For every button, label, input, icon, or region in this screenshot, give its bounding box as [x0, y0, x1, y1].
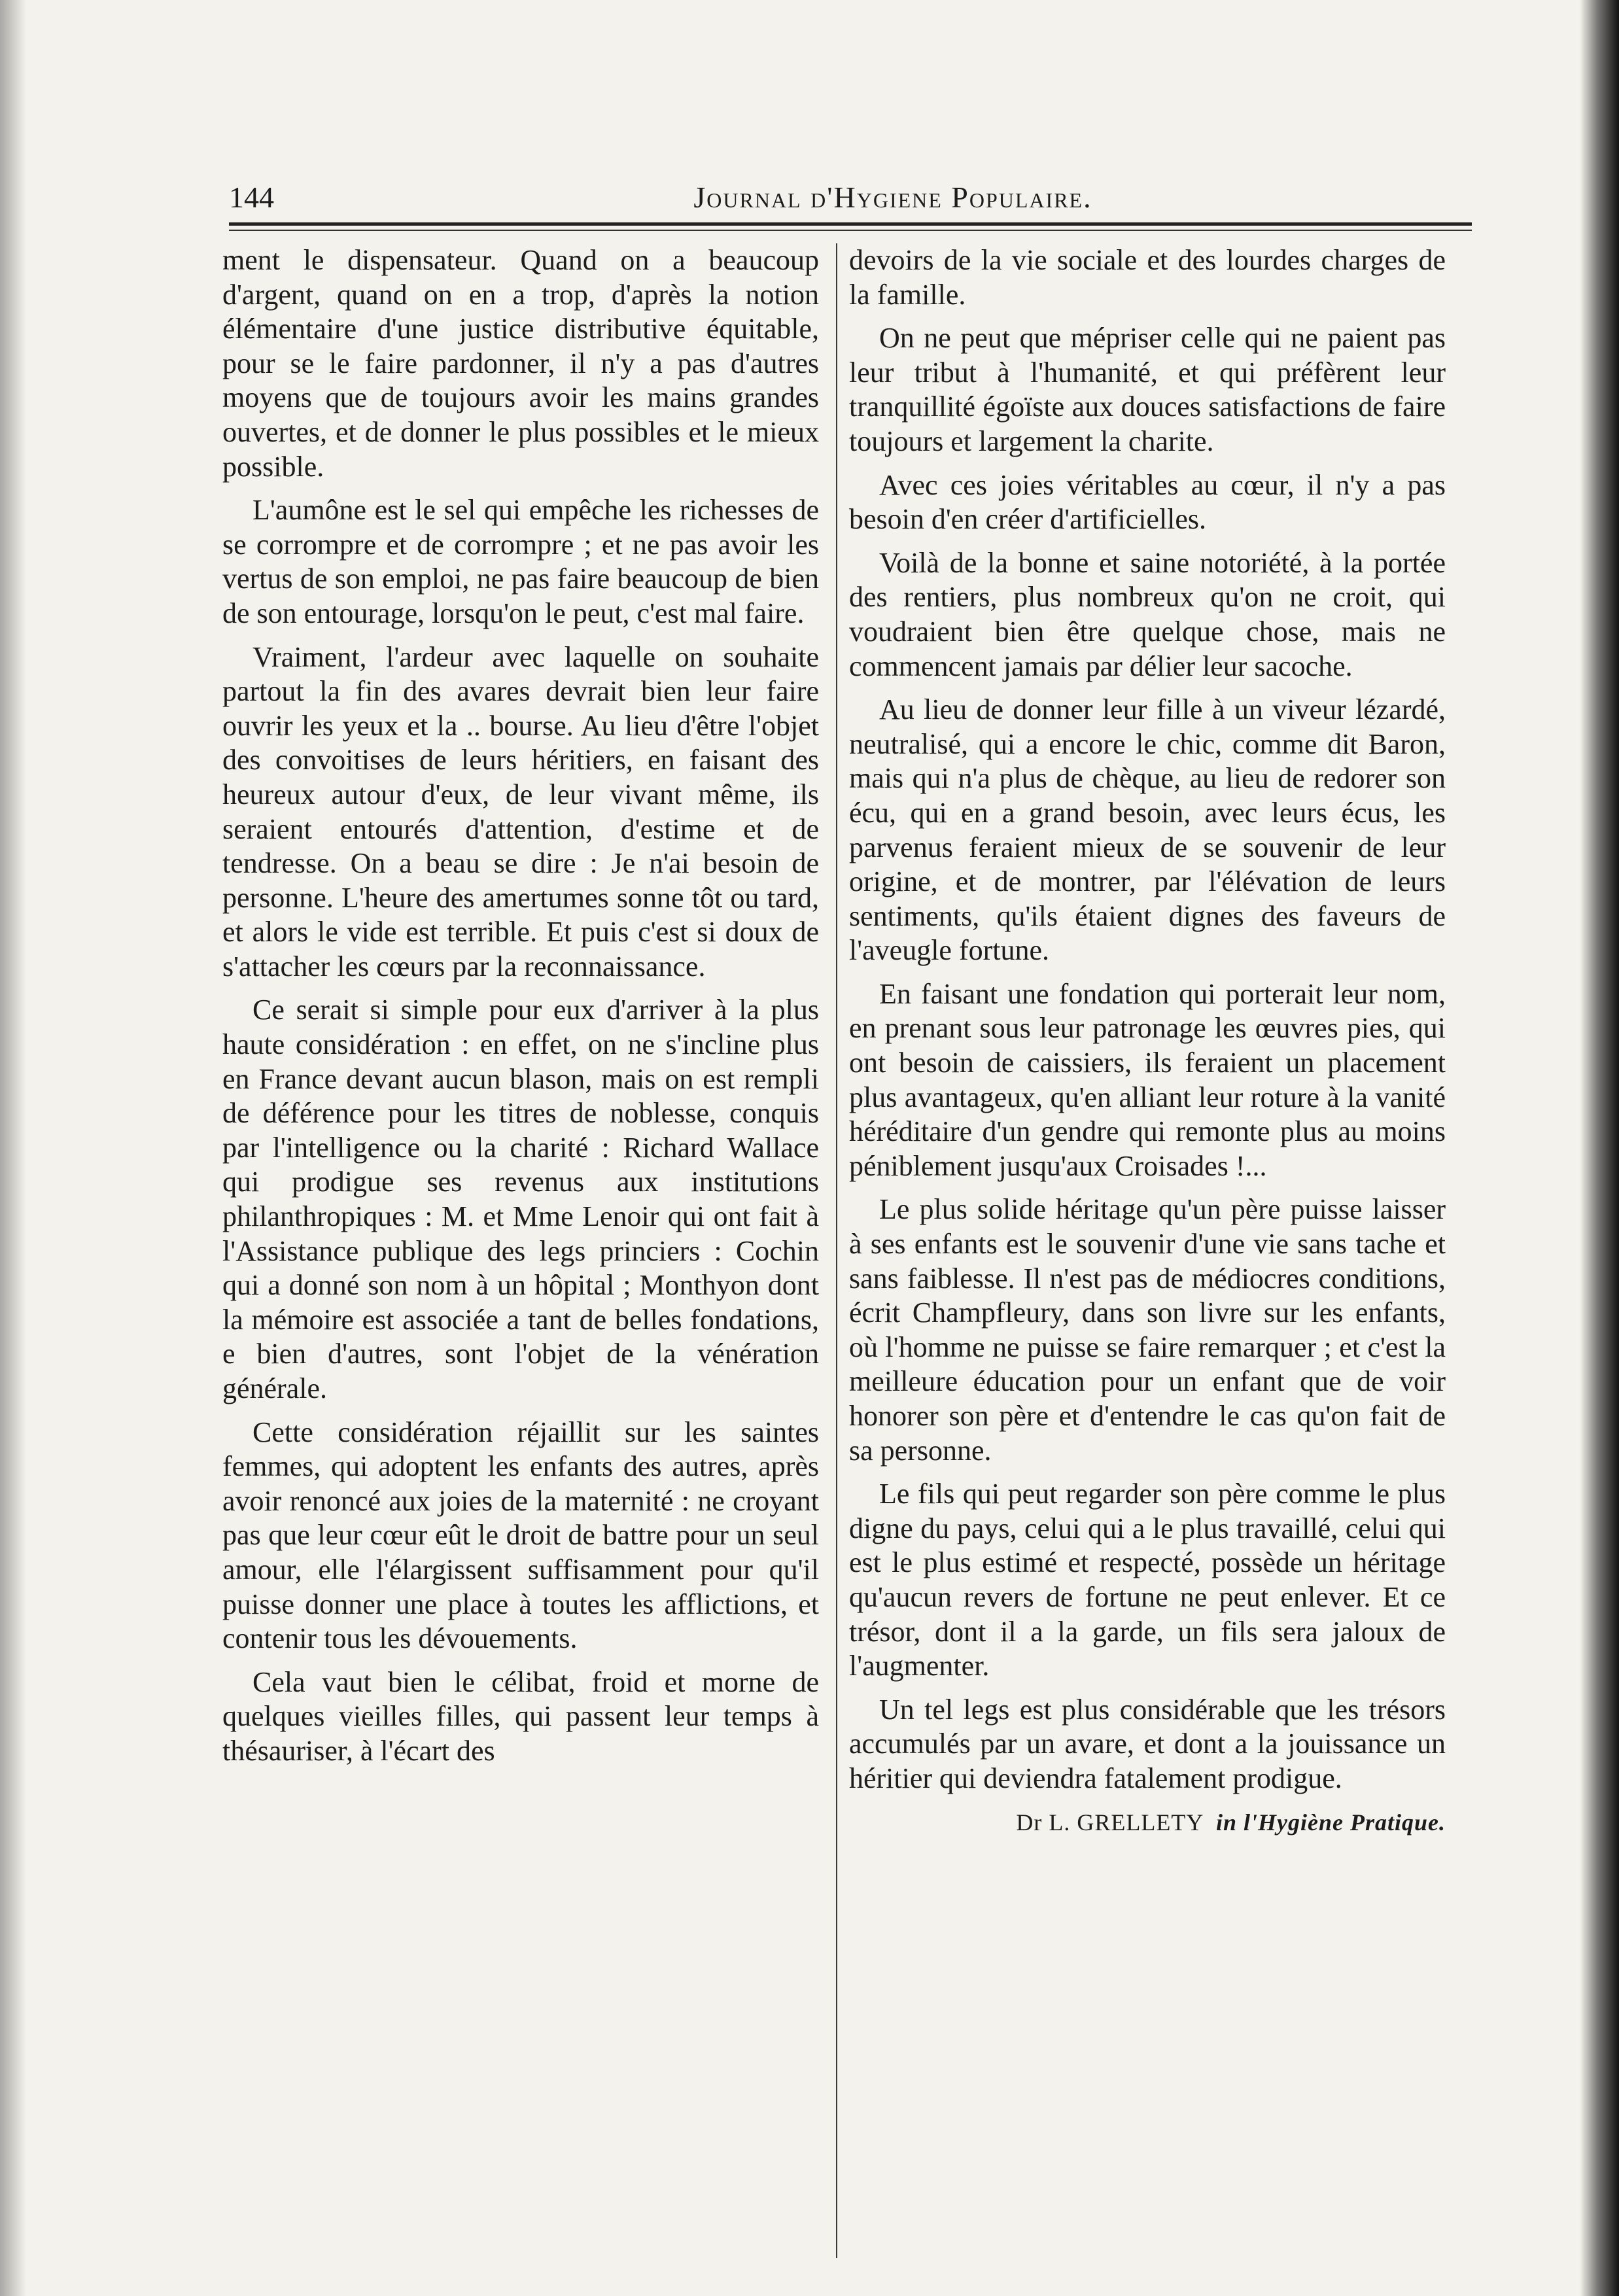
left-column [222, 243, 819, 1778]
header-rule-thin [229, 230, 1472, 231]
paragraph: Un tel legs est plus considérable que les trésors accumulés par un avare, et dont a la jouissance un héritier qui deviendra fatalement prodigue. [849, 1693, 1446, 1794]
paragraph: En faisant une fondation qui porterait leur nom, en prenant sous leur patronage les œuvres pies, qui ont besoin de caissiers, ils feraient un placement plus avantageux, qu'en alliant leur roture à la vanité héréditaire d'un gendre qui remonte plus au moins péniblement jusqu'aux Croisades !... [849, 977, 1446, 1182]
paragraph: Cette considération réjaillit sur les saintes femmes, qui adoptent les enfants des autres, après avoir renoncé aux joies de la maternité : ne croyant pas que leur cœur eût le droit de battre pour un seul amour, elle l'élargissent suffisamment pour qu'il puisse donner une place à toutes les afflictions, et contenir tous les dévouements. [222, 1416, 819, 1655]
column-divider [836, 243, 837, 2258]
page-header [229, 178, 1472, 217]
paragraph: Cela vaut bien le célibat, froid et morne de quelques vieilles filles, qui passent leur temps à thésauriser, à l'écart des [222, 1665, 819, 1767]
paragraph: On ne peut que mépriser celle qui ne paient pas leur tribut à l'humanité, et qui préfèrent leur tranquillité égoïste aux douces satisfactions de faire toujours et largement la charite. [849, 322, 1446, 457]
paragraph: Le plus solide héritage qu'un père puisse laisser à ses enfants est le souvenir d'une vie sans tache et sans faiblesse. Il n'est pas de médiocres conditions, écrit Champfleury, dans son livre sur les enfants, où l'homme ne puisse se faire remarquer ; et c'est la meilleure éducation pour un enfant que de voir honorer son père et d'entendre le cas qu'on fait de sa personne. [849, 1193, 1446, 1467]
header-rule-thick [229, 222, 1472, 226]
paragraph: Vraiment, l'ardeur avec laquelle on souhaite partout la fin des avares devrait bien leur faire ouvrir les yeux et la .. bourse. Au lieu d'être l'objet des convoitises de leurs héritiers, en faisant des heureux autour d'eux, de leur vivant même, ils seraient entourés d'attention, d'estime et de tendresse. On a beau se dire : Je n'ai besoin de personne. L'heure des amertumes sonne tôt ou tard, et alors le vide est terrible. Et puis c'est si doux de s'attacher les cœurs par la reconnaissance. [222, 640, 819, 983]
scan-right-edge [1580, 0, 1619, 2296]
paragraph: L'aumône est le sel qui empêche les richesses de se corrompre et de corrompre ; et ne pas avoir les vertus de son emploi, ne pas faire beaucoup de bien de son entourage, lorsqu'on le peut, c'est mal faire. [222, 494, 819, 629]
paragraph: Le fils qui peut regarder son père comme le plus digne du pays, celui qui a le plus travaillé, celui qui est le plus estimé et respecté, possède un héritage qu'aucun revers de fortune ne peut enlever. Et ce trésor, dont il a la garde, un fils sera jaloux de l'augmenter. [849, 1478, 1446, 1682]
right-column [849, 243, 1446, 1839]
paragraph: Au lieu de donner leur fille à un viveur lézardé, neutralisé, qui a encore le chic, comme dit Baron, mais qui n'a plus de chèque, au lieu de redorer son écu, qui en a grand besoin, avec leurs écus, les parvenus feraient mieux de se souvenir de leur origine, et de montrer, par l'élévation de leurs sentiments, qu'ils étaient dignes des faveurs de l'aveugle fortune. [849, 693, 1446, 967]
signature-source: in l'Hygiène Pratique. [1216, 1809, 1446, 1835]
signature-author: Dr L. GRELLETY [1016, 1809, 1203, 1835]
paragraph: ment le dispensateur. Quand on a beaucoup d'argent, quand on en a trop, d'après la notion élémentaire d'une justice distributive équitable, pour se le faire pardonner, il n'y a pas d'autres moyens que de toujours avoir les mains grandes ouvertes, et de donner le plus possibles et le mieux possible. [222, 244, 819, 483]
paragraph: Avec ces joies véritables au cœur, il n'y a pas besoin d'en créer d'artificielles. [849, 468, 1446, 536]
scan-left-edge [0, 0, 26, 2296]
running-title: Journal d'Hygiene Populaire. [693, 181, 1092, 214]
signature [849, 1805, 1446, 1840]
paragraph: Voilà de la bonne et saine notoriété, à la portée des rentiers, plus nombreux qu'on ne croit, qui voudraient bien être quelque chose, mais ne commencent jamais par délier leur sacoche. [849, 546, 1446, 682]
page-number: 144 [229, 181, 274, 214]
paragraph: devoirs de la vie sociale et des lourdes charges de la famille. [849, 244, 1446, 311]
paragraph: Ce serait si simple pour eux d'arriver à la plus haute considération : en effet, on ne s'incline plus en France devant aucun blason, mais on est rempli de déférence pour les titres de noblesse, conquis par l'intelligence ou la charité : Richard Wallace qui prodigue ses revenus aux institutions philanthropiques : M. et Mme Lenoir qui ont fait à l'Assistance publique des legs princiers : Cochin qui a donné son nom à un hôpital ; Monthyon dont la mémoire est associée a tant de belles fondations, e bien d'autres, sont l'objet de la vénération générale. [222, 994, 819, 1404]
